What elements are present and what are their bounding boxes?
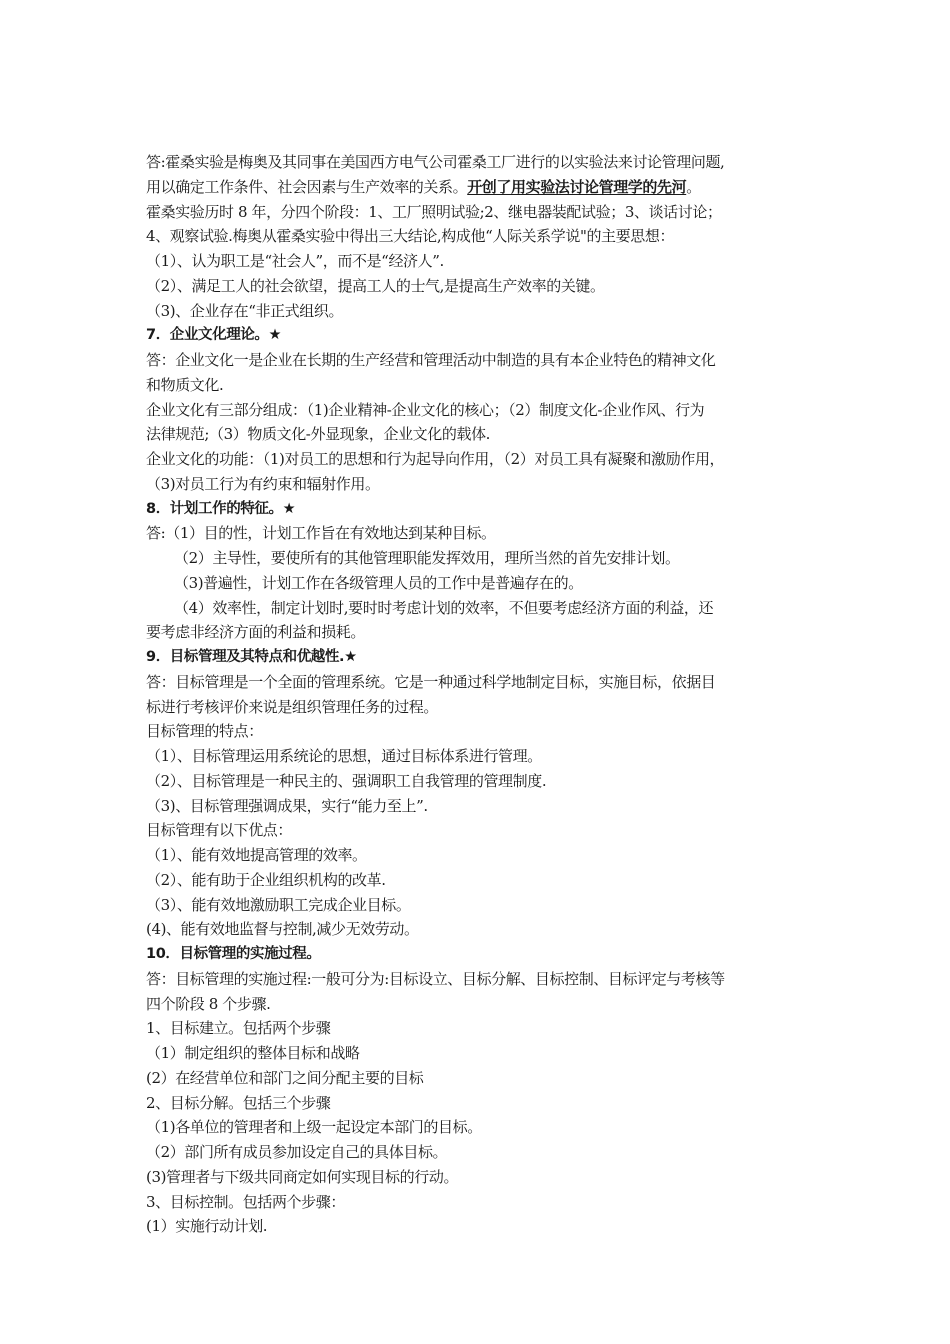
text-line xyxy=(146,596,816,621)
text-line xyxy=(146,868,816,893)
text-line xyxy=(146,1115,816,1140)
line-text: 目标管理有以下优点： xyxy=(146,821,293,840)
text-line xyxy=(146,571,816,596)
line-text: （3)、企业存在“非正式组织。 xyxy=(146,301,344,320)
line-text: 答：企业文化一是企业在长期的生产经营和管理活动中制造的具有本企业特色的精神文化 xyxy=(146,351,716,369)
text-line xyxy=(146,546,816,571)
line-text: （2）、目标管理是一种民主的、强调职工自我管理的管理制度. xyxy=(146,771,547,790)
text-line xyxy=(146,620,816,645)
line-text: （1）、目标管理运用系统论的思想，通过目标体系进行管理。 xyxy=(146,747,542,765)
text-line xyxy=(146,670,816,695)
line-text: (4)、能有效地监督与控制,减少无效劳动。 xyxy=(146,920,419,939)
line-text: （1）制定组织的整体目标和战略 xyxy=(146,1044,360,1062)
line-text: 答:霍桑实验是梅奥及其同事在美国西方电气公司霍桑工厂进行的以实验法来讨论管理问题, xyxy=(146,153,725,171)
document-page xyxy=(146,150,816,1239)
section-heading xyxy=(146,497,816,522)
section-heading xyxy=(146,645,816,670)
line-text: （3)、目标管理强调成果，实行“能力至上”. xyxy=(146,796,428,815)
line-text: 4、观察试验.梅奥从霍桑实验中得出三大结论,构成他“人际关系学说"的主要思想： xyxy=(146,227,675,246)
line-text: 3、目标控制。包括两个步骤： xyxy=(146,1192,345,1211)
text-line xyxy=(146,1041,816,1066)
section-heading xyxy=(146,323,816,348)
text-line xyxy=(146,719,816,744)
line-text: 答:（1）目的性，计划工作旨在有效地达到某种目标。 xyxy=(146,524,496,543)
text-line xyxy=(146,521,816,546)
text-line xyxy=(146,299,816,324)
line-text: （2）部门所有成员参加设定自己的具体目标。 xyxy=(146,1143,448,1161)
text-line xyxy=(146,843,816,868)
line-text: (1）实施行动计划. xyxy=(146,1217,268,1236)
text-line xyxy=(146,274,816,299)
line-text: 9．目标管理及其特点和优越性.★ xyxy=(146,649,357,665)
line-text: 8．计划工作的特征。★ xyxy=(146,500,296,517)
text-line xyxy=(146,1091,816,1116)
line-text: 2、目标分解。包括三个步骤 xyxy=(146,1093,331,1112)
line-text: （1）、能有效地提高管理的效率。 xyxy=(146,846,367,864)
text-line xyxy=(146,150,816,175)
highlighted-text: 开创了用实验法讨论管理学的先河 xyxy=(467,177,687,196)
text-line xyxy=(146,967,816,992)
text-line xyxy=(146,447,816,472)
text-line xyxy=(146,818,816,843)
line-text: （2）、满足工人的社会欲望，提高工人的士气,是提高生产效率的关键。 xyxy=(146,276,605,295)
text-line xyxy=(146,992,816,1017)
line-text: （1）、认为职工是“社会人”，而不是“经济人”. xyxy=(146,252,444,270)
text-line xyxy=(146,224,816,249)
line-text: 7．企业文化理论。★ xyxy=(146,327,282,344)
text-line xyxy=(146,1190,816,1215)
line-text: （1)各单位的管理者和上级一起设定本部门的目标。 xyxy=(146,1118,482,1137)
line-text: （3）、能有效地激励职工完成企业目标。 xyxy=(146,895,411,914)
line-suffix: 。 xyxy=(686,177,701,196)
text-line xyxy=(146,917,816,942)
text-line xyxy=(146,695,816,720)
line-text: 10．目标管理的实施过程。 xyxy=(146,946,321,962)
text-line xyxy=(146,249,816,274)
text-line xyxy=(146,769,816,794)
line-text: （4）效率性，制定计划时,要时时考虑计划的效率，不但要考虑经济方面的利益，还 xyxy=(174,598,714,617)
text-line xyxy=(146,175,816,200)
text-line xyxy=(146,1214,816,1239)
text-line xyxy=(146,422,816,447)
text-line xyxy=(146,1165,816,1190)
text-line xyxy=(146,348,816,373)
text-line xyxy=(146,1066,816,1091)
line-text: 用以确定工作条件、社会因素与生产效率的关系。 xyxy=(146,177,468,196)
line-text: （3)普遍性，计划工作在各级管理人员的工作中是普遍存在的。 xyxy=(174,573,583,592)
line-text: 霍桑实验历时 8 年，分四个阶段：1、工厂照明试验;2、继电器装配试验；3、谈话讨论； xyxy=(146,202,722,221)
text-line xyxy=(146,893,816,918)
line-text: 1、目标建立。包括两个步骤 xyxy=(146,1019,331,1038)
line-text: 标进行考核评价来说是组织管理任务的过程。 xyxy=(146,697,439,716)
text-line xyxy=(146,744,816,769)
line-text: （3)对员工行为有约束和辐射作用。 xyxy=(146,474,380,493)
text-line xyxy=(146,794,816,819)
line-text: 目标管理的特点： xyxy=(146,722,263,741)
text-line xyxy=(146,472,816,497)
line-text: (3)管理者与下级共同商定如何实现目标的行动。 xyxy=(146,1167,459,1186)
text-line xyxy=(146,1016,816,1041)
line-text: (2）在经营单位和部门之间分配主要的目标 xyxy=(146,1068,424,1087)
line-text: （2）主导性，要使所有的其他管理职能发挥效用，理所当然的首先安排计划。 xyxy=(174,549,680,567)
text-line xyxy=(146,200,816,225)
text-line xyxy=(146,398,816,423)
line-text: 答：目标管理的实施过程:一般可分为:目标设立、目标分解、目标控制、目标评定与考核等 xyxy=(146,969,725,988)
line-text: 答：目标管理是一个全面的管理系统。它是一种通过科学地制定目标，实施目标，依据目 xyxy=(146,672,716,691)
text-line xyxy=(146,1140,816,1165)
line-text: 四个阶段 8 个步骤. xyxy=(146,994,271,1013)
line-text: 企业文化有三部分组成：（1)企业精神-企业文化的核心；（2）制度文化-企业作风、行为 xyxy=(146,400,705,419)
line-text: 要考虑非经济方面的利益和损耗。 xyxy=(146,623,366,642)
line-text: 法律规范;（3）物质文化-外显现象，企业文化的载体. xyxy=(146,425,491,444)
section-heading xyxy=(146,942,816,967)
line-text: （2）、能有助于企业组织机构的改革. xyxy=(146,870,386,889)
line-text: 企业文化的功能：（1)对员工的思想和行为起导向作用，（2）对员工具有凝聚和激励作用， xyxy=(146,450,725,468)
line-text: 和物质文化. xyxy=(146,375,224,394)
text-line xyxy=(146,373,816,398)
